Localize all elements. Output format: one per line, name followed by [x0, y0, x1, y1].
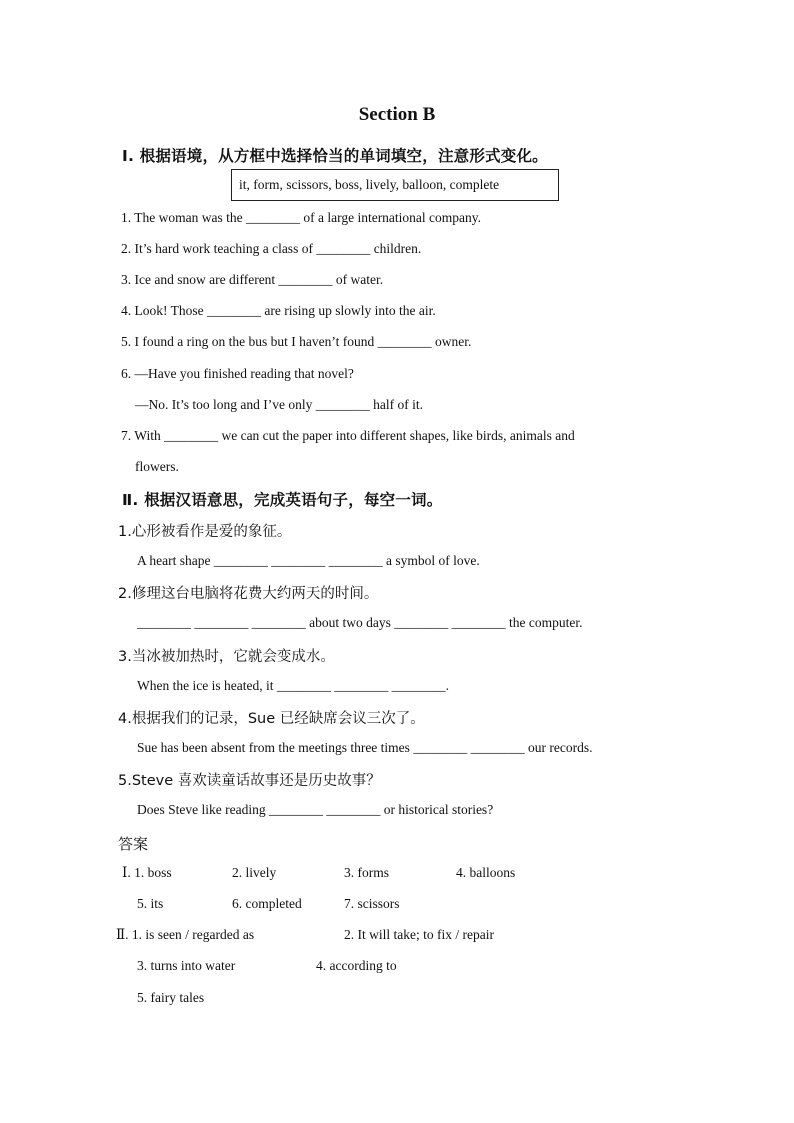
part2-item-1-cn: 1.心形被看作是爱的象征。	[118, 524, 292, 540]
answer-p2-4: 4. according to	[316, 958, 397, 973]
part1-item-1: 1. The woman was the ________ of a large international company.	[121, 210, 482, 225]
part2-item-5-en: Does Steve like reading ________ ________ or historical stories?	[137, 802, 494, 817]
part2-item-4-en: Sue has been absent from the meetings three times ________ ________ our records.	[137, 740, 593, 755]
part2-item-2-cn: 2.修理这台电脑将花费大约两天的时间。	[118, 586, 379, 602]
part2-item-5-cn: 5.Steve 喜欢读童话故事还是历史故事？	[118, 773, 381, 789]
part2-item-4-cn: 4.根据我们的记录，Sue 已经缺席会议三次了。	[118, 711, 425, 727]
part1-item-3: 3. Ice and snow are different ________ of water.	[121, 272, 384, 287]
answer-p2-5: 5. fairy tales	[137, 990, 205, 1005]
answer-p1-5: 5. its	[137, 896, 164, 911]
part2-item-3-cn: 3.当冰被加热时，它就会变成水。	[118, 649, 335, 665]
part1-heading: Ⅰ. 根据语境，从方框中选择恰当的单词填空，注意形式变化。	[122, 147, 548, 165]
answer-p1-4: 4. balloons	[456, 865, 516, 880]
answer-p1-3: 3. forms	[344, 865, 389, 880]
part1-item-2: 2. It’s hard work teaching a class of ________ children.	[121, 241, 422, 256]
part2-item-2-en: ________ ________ ________ about two days ________ ________ the computer.	[137, 615, 583, 630]
word-box: it, form, scissors, boss, lively, balloon, complete	[231, 169, 559, 201]
part1-item-6-reply: —No. It’s too long and I’ve only ________ half of it.	[135, 397, 423, 412]
answer-p1-6: 6. completed	[232, 896, 302, 911]
answers-heading: 答案	[118, 835, 149, 853]
part1-item-7: 7. With ________ we can cut the paper into different shapes, like birds, animals and	[121, 428, 575, 443]
part1-item-6: 6. —Have you finished reading that novel?	[121, 366, 354, 381]
page-title: Section B	[358, 104, 436, 125]
part1-item-7-cont: flowers.	[135, 459, 179, 474]
part2-item-3-en: When the ice is heated, it ________ ________ ________.	[137, 678, 449, 693]
part1-item-4: 4. Look! Those ________ are rising up slowly into the air.	[121, 303, 436, 318]
answer-p1-1: Ⅰ. 1. boss	[122, 865, 172, 880]
answer-p2-1: Ⅱ. 1. is seen / regarded as	[116, 927, 255, 942]
answer-p2-2: 2. It will take; to fix / repair	[344, 927, 494, 942]
answer-p2-3: 3. turns into water	[137, 958, 236, 973]
part2-item-1-en: A heart shape ________ ________ ________ a symbol of love.	[137, 553, 480, 568]
part2-heading: Ⅱ. 根据汉语意思，完成英语句子，每空一词。	[122, 491, 443, 509]
answer-p1-2: 2. lively	[232, 865, 277, 880]
part1-item-5: 5. I found a ring on the bus but I haven’t found ________ owner.	[121, 334, 472, 349]
answer-p1-7: 7. scissors	[344, 896, 400, 911]
